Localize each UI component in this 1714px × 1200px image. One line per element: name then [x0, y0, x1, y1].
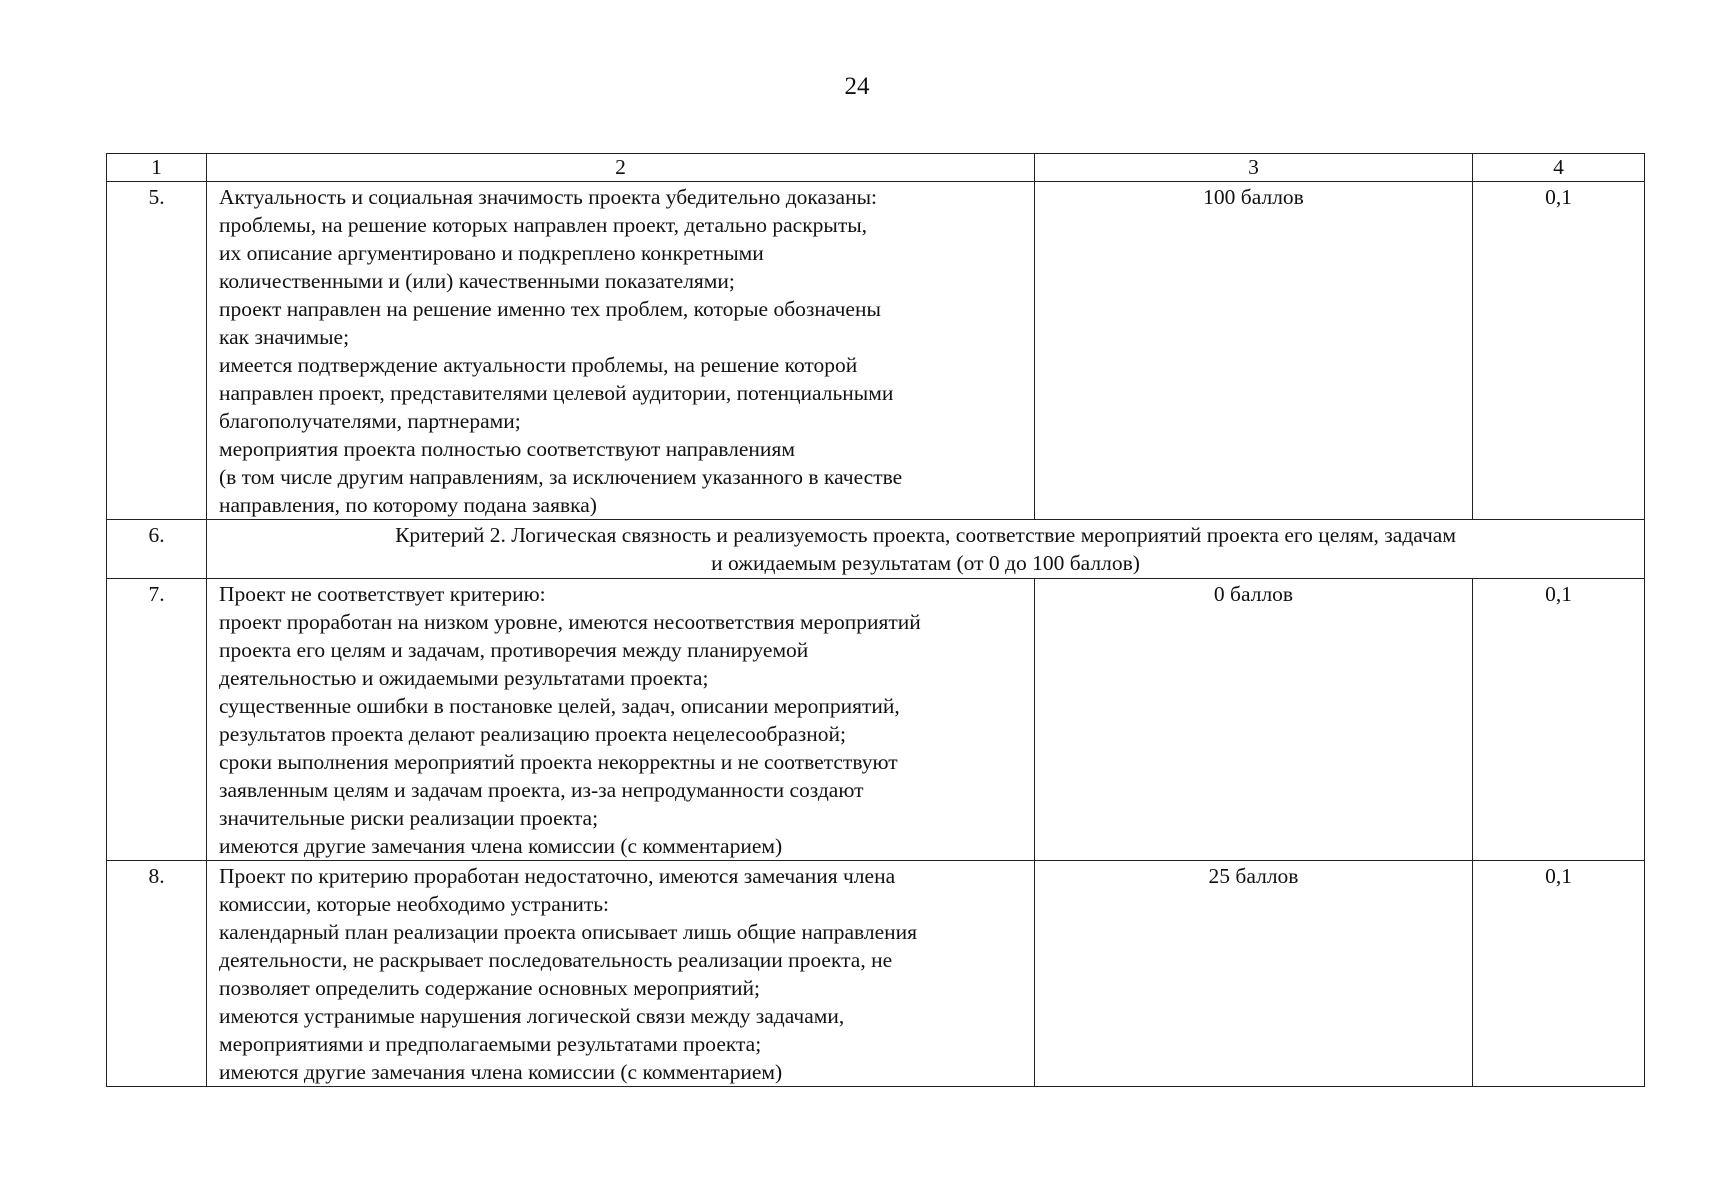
text-line: позволяет определить содержание основных мероприятий; — [219, 976, 760, 1000]
text-line: проблемы, на решение которых направлен проект, детально раскрыты, — [219, 213, 868, 237]
text-line: Актуальность и социальная значимость проекта убедительно доказаны: — [219, 185, 878, 209]
text-line: и ожидаемым результатам (от 0 до 100 баллов) — [711, 551, 1140, 575]
text-line: деятельности, не раскрывает последовательность реализации проекта, не — [219, 948, 893, 972]
text-line: имеется подтверждение актуальности проблемы, на решение которой — [219, 353, 858, 377]
header-col-2: 2 — [207, 154, 1035, 182]
weight-value: 0,1 — [1473, 861, 1645, 1087]
table-row — [107, 861, 1645, 1087]
criteria-table — [106, 153, 1645, 1087]
text-line: Проект не соответствует критерию: — [219, 582, 546, 606]
text-line: результатов проекта делают реализацию проекта нецелесообразной; — [219, 722, 846, 746]
text-line: направления, по которому подана заявка) — [219, 493, 597, 517]
score-value: 0 баллов — [1035, 579, 1473, 861]
text-line: деятельностью и ожидаемыми результатами проекта; — [219, 666, 709, 690]
table-row — [107, 579, 1645, 861]
score-value: 25 баллов — [1035, 861, 1473, 1087]
score-value: 100 баллов — [1035, 182, 1473, 520]
row-number: 5. — [107, 182, 207, 520]
text-line: календарный план реализации проекта описывает лишь общие направления — [219, 920, 918, 944]
weight-value: 0,1 — [1473, 182, 1645, 520]
text-line: мероприятия проекта полностью соответствуют направлениям — [219, 437, 795, 461]
header-col-3: 3 — [1035, 154, 1473, 182]
text-line: направлен проект, представителями целевой аудитории, потенциальными — [219, 381, 894, 405]
criterion-heading — [207, 520, 1645, 579]
text-line: (в том числе другим направлениям, за исключением указанного в качестве — [219, 465, 903, 489]
header-col-1: 1 — [107, 154, 207, 182]
row-number: 7. — [107, 579, 207, 861]
weight-value: 0,1 — [1473, 579, 1645, 861]
header-col-4: 4 — [1473, 154, 1645, 182]
text-line: значительные риски реализации проекта; — [219, 806, 599, 830]
text-line: проект направлен на решение именно тех проблем, которые обозначены — [219, 297, 881, 321]
text-line: Критерий 2. Логическая связность и реализуемость проекта, соответствие мероприятий проекта его целям, задачам — [395, 523, 1456, 547]
table-header-row — [107, 154, 1645, 182]
text-line: заявленным целям и задачам проекта, из-за непродуманности создают — [219, 778, 864, 802]
text-line: сроки выполнения мероприятий проекта некорректны и не соответствуют — [219, 750, 898, 774]
text-line: как значимые; — [219, 325, 350, 349]
table-row — [107, 520, 1645, 579]
text-line: проекта его целям и задачам, противоречия между планируемой — [219, 638, 809, 662]
criterion-description — [207, 861, 1035, 1087]
text-line: существенные ошибки в постановке целей, задач, описании мероприятий, — [219, 694, 900, 718]
criterion-description — [207, 182, 1035, 520]
row-number: 6. — [107, 520, 207, 579]
text-line: их описание аргументировано и подкреплено конкретными — [219, 241, 764, 265]
text-line: мероприятиями и предполагаемыми результатами проекта; — [219, 1032, 762, 1056]
table-row — [107, 182, 1645, 520]
text-line: Проект по критерию проработан недостаточно, имеются замечания члена — [219, 864, 896, 888]
text-line: имеются другие замечания члена комиссии (с комментарием) — [219, 1060, 783, 1084]
criterion-description — [207, 579, 1035, 861]
text-line: имеются другие замечания члена комиссии (с комментарием) — [219, 834, 783, 858]
text-line: количественными и (или) качественными показателями; — [219, 269, 735, 293]
text-line: проект проработан на низком уровне, имеются несоответствия мероприятий — [219, 610, 921, 634]
page-number: 24 — [844, 73, 870, 100]
text-line: благополучателями, партнерами; — [219, 409, 521, 433]
text-line: комиссии, которые необходимо устранить: — [219, 892, 610, 916]
text-line: имеются устранимые нарушения логической связи между задачами, — [219, 1004, 845, 1028]
row-number: 8. — [107, 861, 207, 1087]
